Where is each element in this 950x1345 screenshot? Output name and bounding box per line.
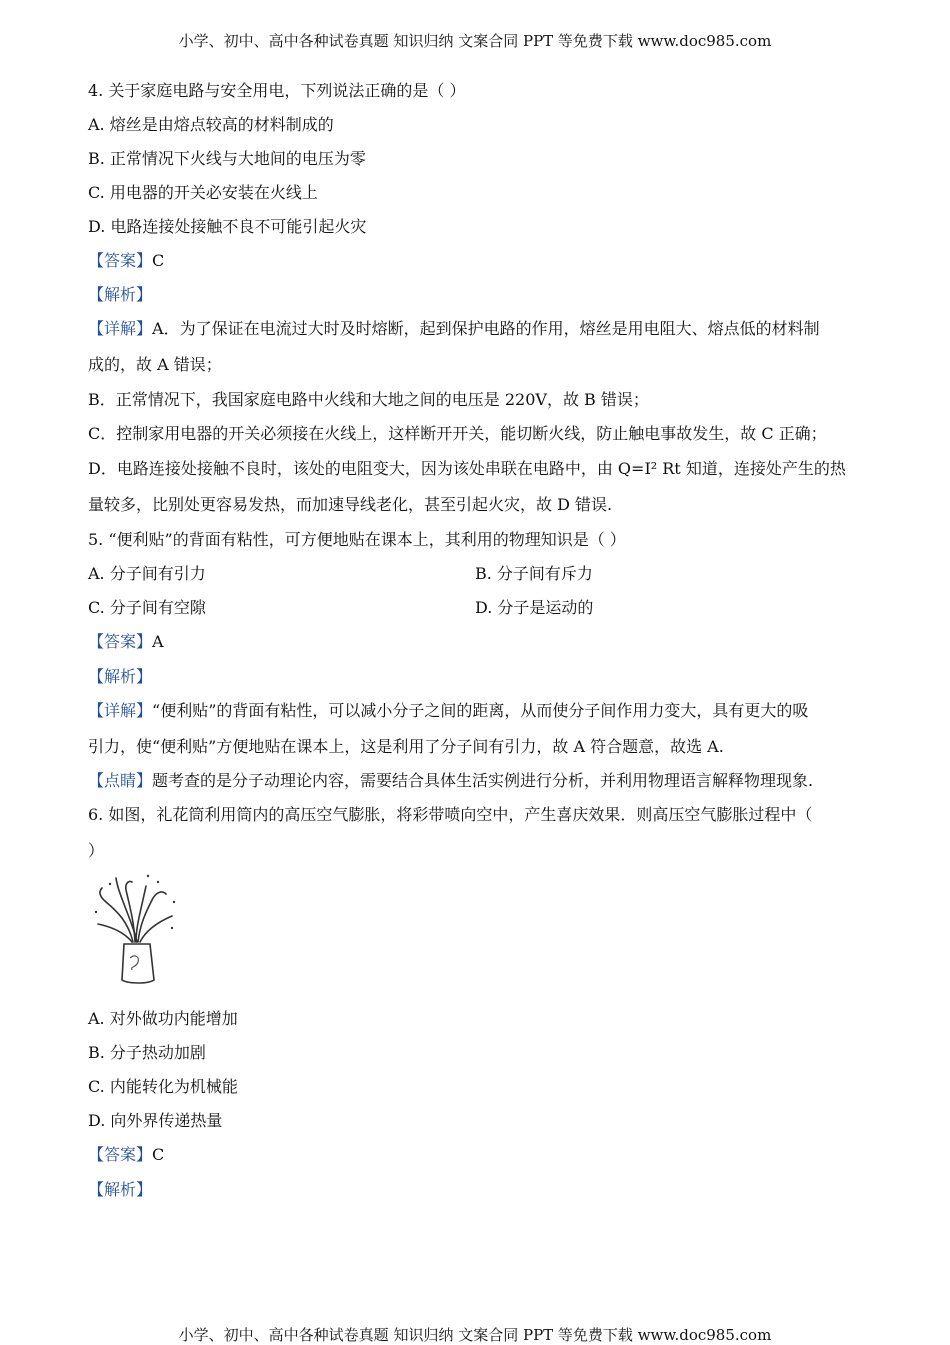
q4-option-a: A. 熔丝是由熔点较高的材料制成的 <box>88 115 334 134</box>
q6-option-c: C. 内能转化为机械能 <box>88 1077 238 1096</box>
q6-answer-value: C <box>152 1145 165 1164</box>
party-popper-figure <box>88 872 180 986</box>
q5-stem: 5. “便利贴”的背面有粘性，可方便地贴在课本上，其利用的物理知识是（ ） <box>88 530 626 549</box>
q4-detail-line: 成的，故 A 错误； <box>88 355 222 374</box>
q4-answer <box>88 251 164 271</box>
q6-option-a: A. 对外做功内能增加 <box>88 1009 238 1028</box>
q4-detail-line: D．电路连接处接触不良时，该处的电阻变大，因为该处串联在电路中，由 Q=I² Rt 知道，连接处产生的热 <box>88 459 846 478</box>
q6-answer <box>88 1145 164 1165</box>
detail-tag: 【详解】 <box>88 319 153 338</box>
q4-option-c: C. 用电器的开关必安装在火线上 <box>88 183 318 202</box>
q5-detail-line <box>88 701 808 721</box>
q5-comment-text: 题考查的是分子动理论内容，需要结合具体生活实例进行分析，并利用物理语言解释物理现象. <box>152 771 814 790</box>
q4-detail-line: 量较多，比别处更容易发热，而加速导线老化，甚至引起火灾，故 D 错误. <box>88 495 613 514</box>
q4-detail-text: A．为了保证在电流过大时及时熔断，起到保护电路的作用，熔丝是用电阻大、熔点低的材料制 <box>152 319 820 338</box>
q5-analysis-tag <box>88 667 152 687</box>
page-header: 小学、初中、高中各种试卷真题 知识归纳 文案合同 PPT 等免费下载 www.doc985.com <box>178 32 772 50</box>
q4-answer-value: C <box>152 251 165 270</box>
answer-tag: 【答案】 <box>88 251 153 270</box>
q5-answer-value: A <box>152 632 164 651</box>
page-footer: 小学、初中、高中各种试卷真题 知识归纳 文案合同 PPT 等免费下载 www.doc985.com <box>178 1326 772 1344</box>
q4-option-d: D. 电路连接处接触不良不可能引起火灾 <box>88 217 367 236</box>
q6-analysis-tag <box>88 1180 152 1200</box>
q4-detail-line <box>88 319 820 339</box>
q6-option-d: D. 向外界传递热量 <box>88 1111 223 1130</box>
q5-detail-text: “便利贴”的背面有粘性，可以减小分子之间的距离，从而使分子间作用力变大，具有更大的吸 <box>152 701 809 720</box>
q5-detail-line: 引力，使“便利贴”方便地贴在课本上，这是利用了分子间有引力，故 A 符合题意，故选 A. <box>88 737 724 756</box>
q6-stem-continued: ） <box>88 841 105 860</box>
q5-comment <box>88 771 813 791</box>
q6-stem: 6. 如图，礼花筒利用筒内的高压空气膨胀，将彩带喷向空中，产生喜庆效果．则高压空气膨胀过程中（ <box>88 805 813 824</box>
q6-option-b: B. 分子热动加剧 <box>88 1043 206 1062</box>
q4-detail-line: B．正常情况下，我国家庭电路中火线和大地之间的电压是 220V，故 B 错误； <box>88 390 649 409</box>
comment-tag: 【点睛】 <box>88 771 153 790</box>
answer-tag: 【答案】 <box>88 632 153 651</box>
answer-tag: 【答案】 <box>88 1145 153 1164</box>
detail-tag: 【详解】 <box>88 701 153 720</box>
q5-option-c: C. 分子间有空隙 <box>88 598 206 617</box>
q4-stem: 4. 关于家庭电路与安全用电，下列说法正确的是（ ） <box>88 81 466 100</box>
q5-answer <box>88 632 164 652</box>
q5-option-b: B. 分子间有斥力 <box>475 564 593 583</box>
q4-option-b: B. 正常情况下火线与大地间的电压为零 <box>88 149 366 168</box>
analysis-tag: 【解析】 <box>88 1180 153 1199</box>
analysis-tag: 【解析】 <box>88 667 153 686</box>
q4-detail-line: C．控制家用电器的开关必须接在火线上，这样断开开关，能切断火线，防止触电事故发生，故 C 正确； <box>88 424 827 443</box>
q4-analysis-tag <box>88 285 152 305</box>
q5-option-d: D. 分子是运动的 <box>475 598 594 617</box>
q5-option-a: A. 分子间有引力 <box>88 564 206 583</box>
analysis-tag: 【解析】 <box>88 285 153 304</box>
